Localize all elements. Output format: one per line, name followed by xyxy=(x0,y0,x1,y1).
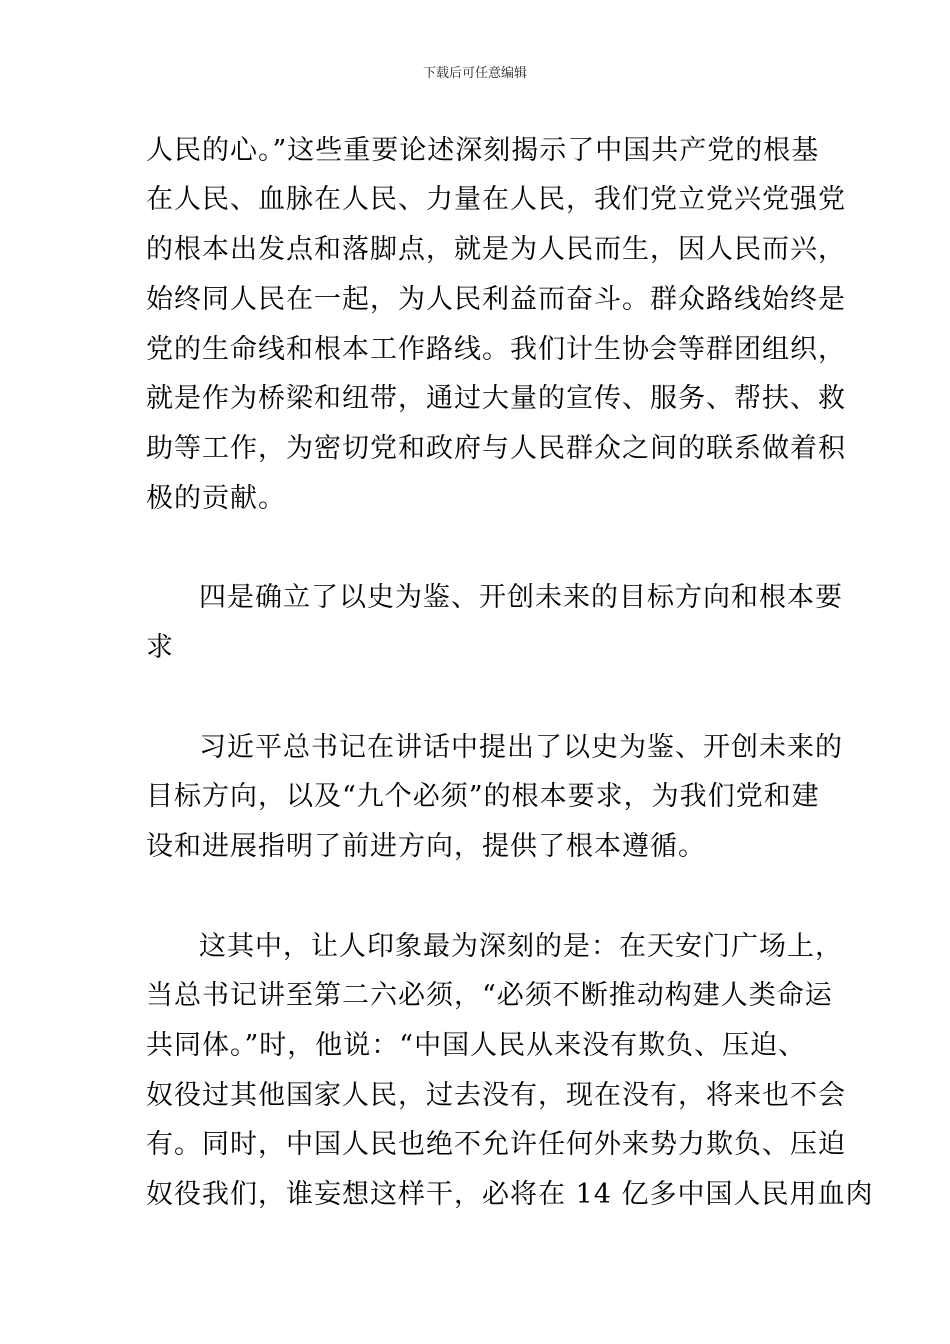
text-line: 奴役过其他国家人民，过去没有，现在没有，将来也不会 xyxy=(146,1080,846,1111)
text-line: 始终同人民在一起，为人民利益而奋斗。群众路线始终是 xyxy=(146,284,846,315)
text-line: 的根本出发点和落脚点，就是为人民而生，因人民而兴， xyxy=(146,234,846,265)
text-line: 助等工作，为密切党和政府与人民群众之间的联系做着积 xyxy=(146,433,846,464)
text-line: 党的生命线和根本工作路线。我们计生协会等群团组织， xyxy=(146,334,846,365)
text-line: 极的贡献。 xyxy=(146,483,286,514)
text-line: 有。同时，中国人民也绝不允许任何外来势力欺负、压迫 xyxy=(146,1129,846,1160)
text-line: 在人民、血脉在人民、力量在人民，我们党立党兴党强党 xyxy=(146,184,846,215)
text-line: 就是作为桥梁和纽带，通过大量的宣传、服务、帮扶、救 xyxy=(146,383,846,414)
text-line: 求 xyxy=(146,632,174,663)
text-line: 设和进展指明了前进方向，提供了根本遵循。 xyxy=(146,831,706,862)
text-line: 目标方向，以及“九个必须”的根本要求，为我们党和建 xyxy=(146,781,820,812)
text-line: 奴役我们，谁妄想这样干，必将在 14 亿多中国人民用血肉 xyxy=(146,1179,874,1210)
text-line: 当总书记讲至第二六必须，“必须不断推动构建人类命运 xyxy=(146,980,833,1011)
text-line: 人民的心。”这些重要论述深刻揭示了中国共产党的根基 xyxy=(146,135,820,166)
text-line: 共同体。”时，他说：“中国人民从来没有欺负、压迫、 xyxy=(146,1030,807,1061)
text-line: 习近平总书记在讲话中提出了以史为鉴、开创未来的 xyxy=(199,732,843,763)
text-line: 这其中，让人印象最为深刻的是：在天安门广场上， xyxy=(199,931,843,962)
text-line: 四是确立了以史为鉴、开创未来的目标方向和根本要 xyxy=(199,582,843,613)
page-header-note: 下载后可任意编辑 xyxy=(422,66,527,81)
